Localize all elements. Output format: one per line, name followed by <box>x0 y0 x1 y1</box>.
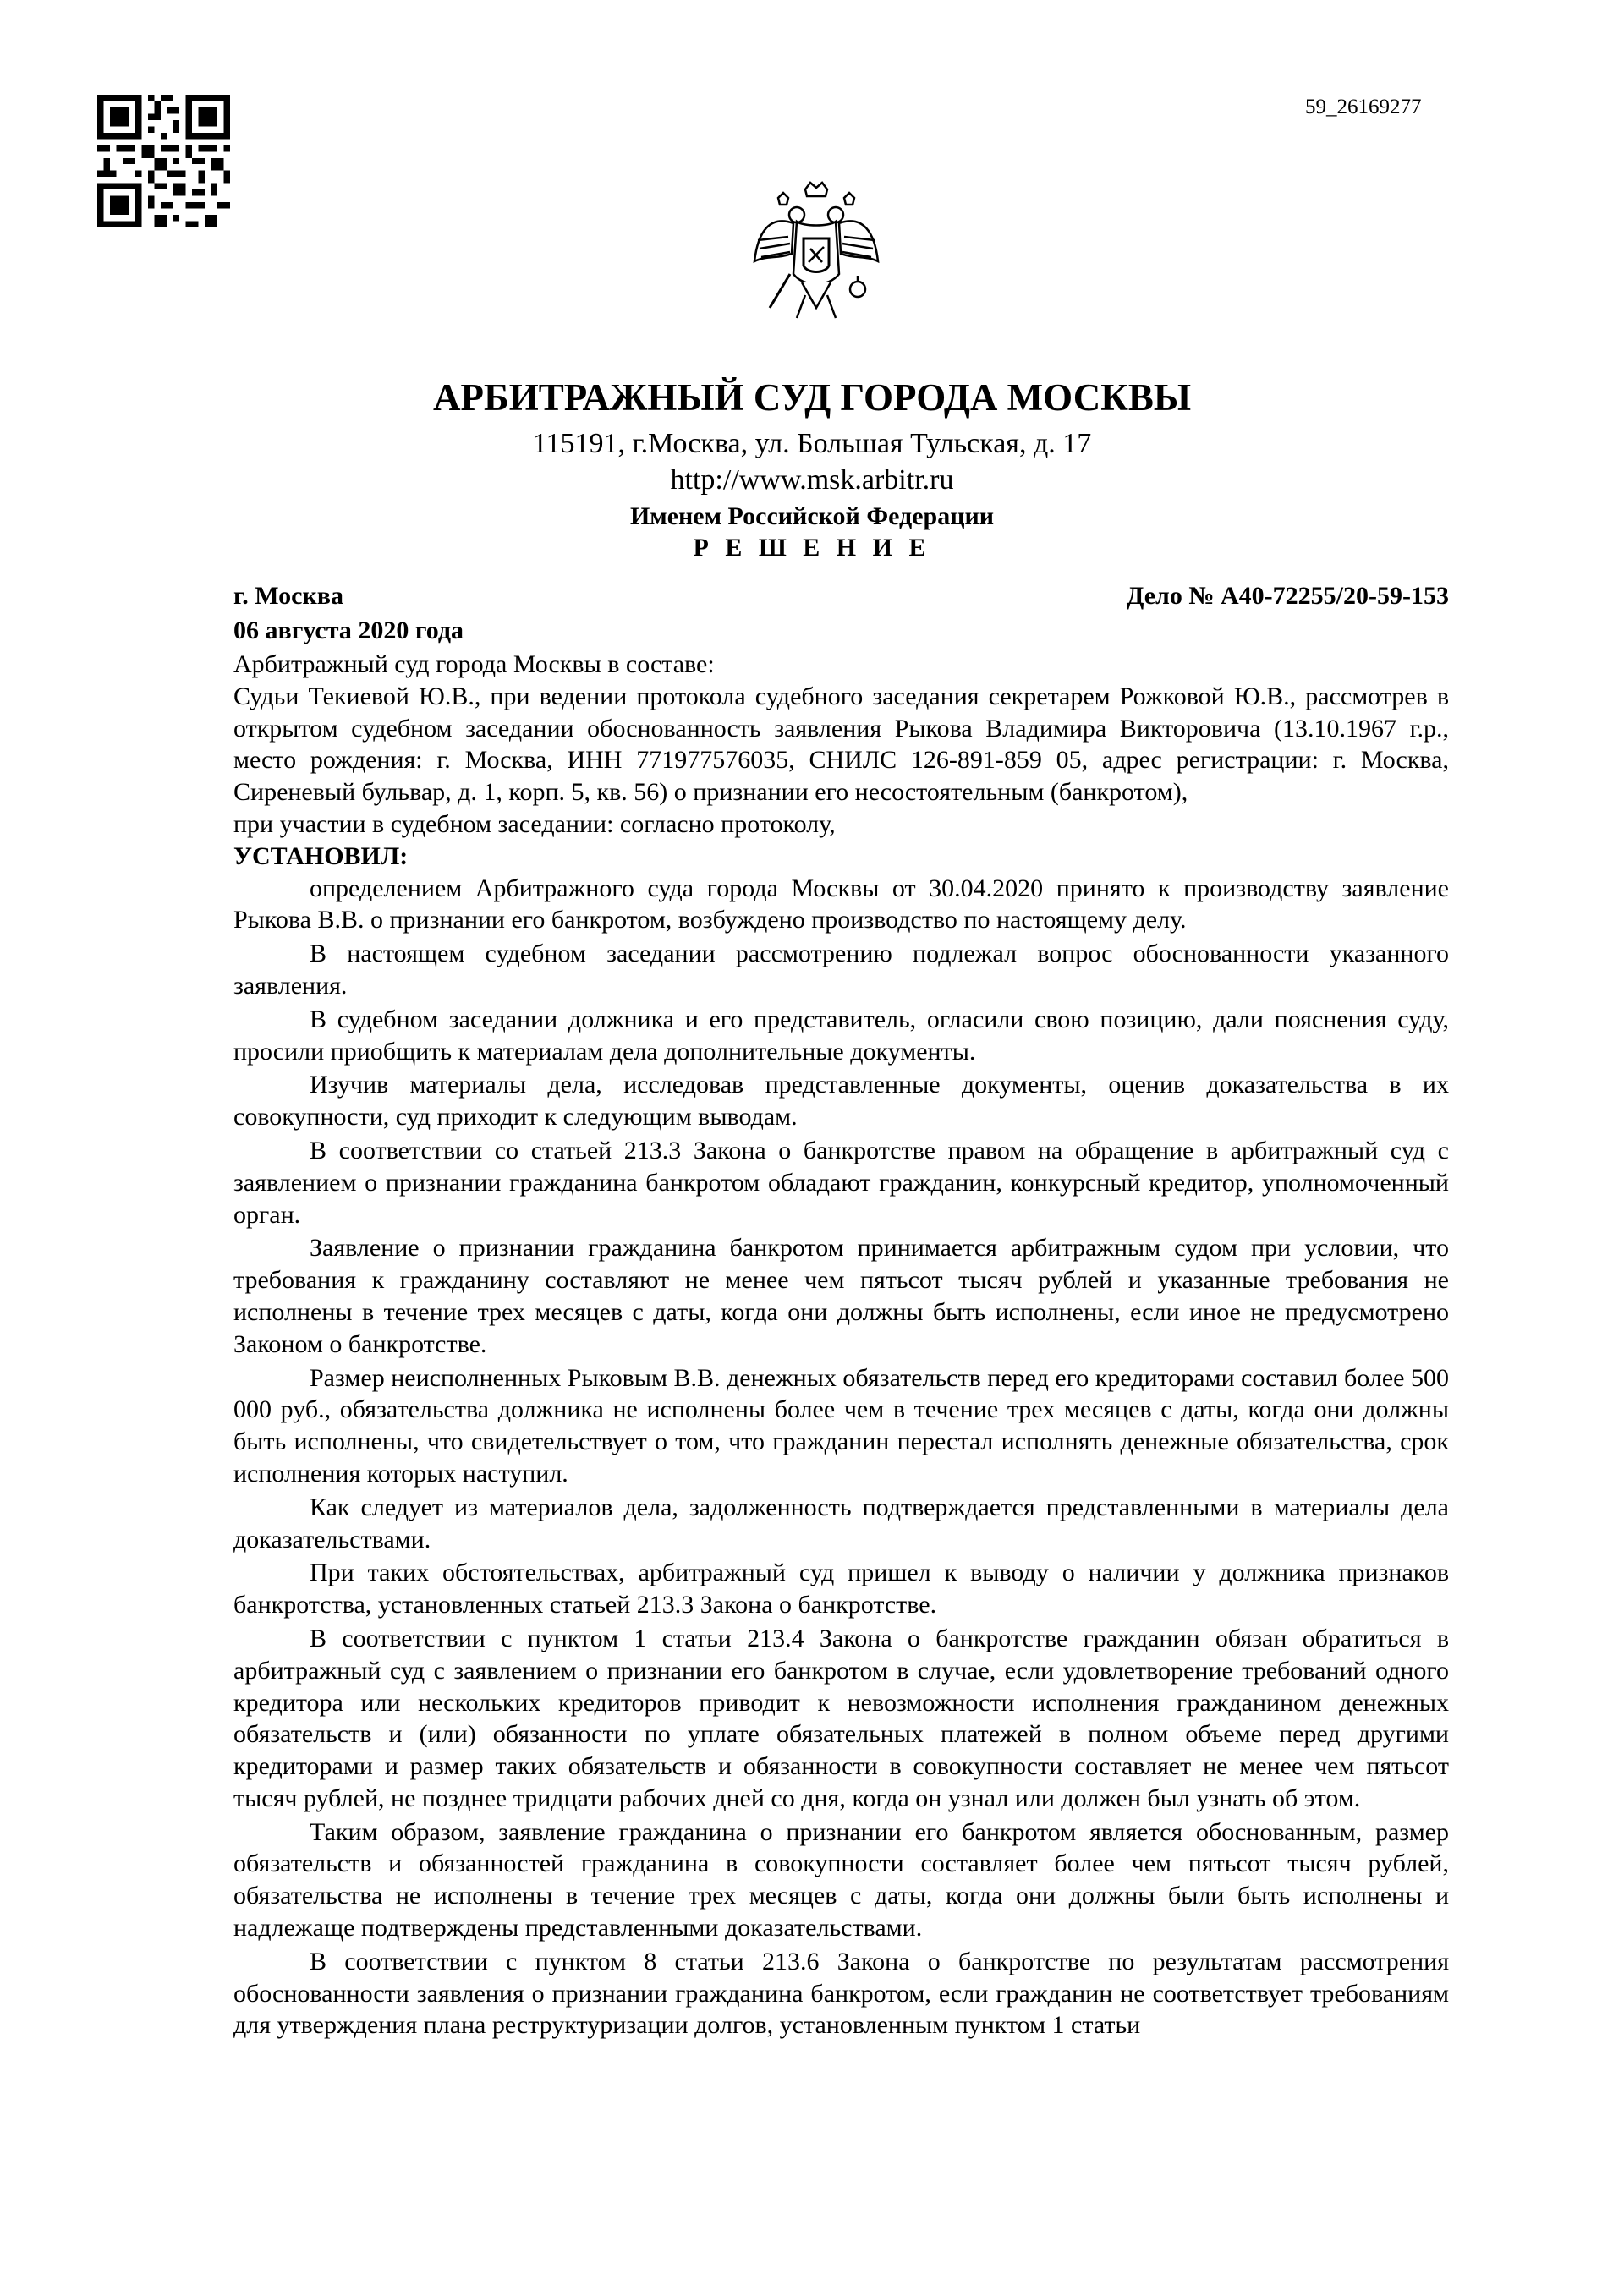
intro-composition: Арбитражный суд города Москвы в составе: <box>233 650 715 678</box>
paragraph: Размер неисполненных Рыковым В.В. денежных обязательств перед его кредиторами составил более 500 000 руб., обязательства должника не исполнены более чем в течение трех месяцев с даты, когда они должны быть исполнены, что свидетельствует о том, что гражданин перестал исполнять денежные обязательства, срок исполнения которых наступил. <box>233 1363 1449 1488</box>
intro-participants: при участии в судебном заседании: согласно протоколу, <box>233 809 836 838</box>
paragraph: В судебном заседании должника и его представитель, огласили свою позицию, дали пояснения суду, просили приобщить к материалам дела дополнительные документы. <box>233 1005 1449 1066</box>
paragraph: определением Арбитражного суда города Москвы от 30.04.2020 принято к производству заявление Рыкова В.В. о признании его банкротом, возбуждено производство по настоящему делу. <box>233 874 1449 934</box>
paragraph: В соответствии с пунктом 8 статьи 213.6 Закона о банкротстве по результатам рассмотрения обоснованности заявления о признании гражданина банкротом, если гражданин не соответствует требованиям для утверждения плана реструктуризации долгов, установленным пунктом 1 статьи <box>233 1947 1449 2040</box>
paragraph: Таким образом, заявление гражданина о признании его банкротом является обоснованным, размер обязательств и обязанностей гражданина в совокупности составляет более чем пятьсот тысяч рублей, обязательства не исполнены в течение трех месяцев с даты, когда они должны были быть исполнены и надлежаще подтверждены представленными доказательствами. <box>233 1817 1449 1943</box>
coat-of-arms-icon <box>753 181 880 327</box>
paragraph: В соответствии с пунктом 1 статьи 213.4 Закона о банкротстве гражданин обязан обратиться в арбитражный суд с заявлением о признании его банкротом в случае, если удовлетворение требований одного кредитора или нескольких кредиторов приводит к невозможности исполнения гражданином денежных обязательств и (или) обязанности по уплате обязательных платежей в полном объеме перед другими кредиторами и размер таких обязательств и обязанности в совокупности составляет не менее чем пятьсот тысяч рублей, не позднее тридцати рабочих дней со дня, когда он узнал или должен был узнать об этом. <box>233 1624 1449 1812</box>
decision-heading: Р Е Ш Е Н И Е <box>693 534 931 562</box>
paragraph: Как следует из материалов дела, задолженность подтверждается представленными в материалы дела доказательствами. <box>233 1493 1449 1553</box>
paragraph: В соответствии со статьей 213.3 Закона о банкротстве правом на обращение в арбитражный суд с заявлением о признании гражданина банкротом обладают гражданин, конкурсный кредитор, уполномоченный орган. <box>233 1136 1449 1229</box>
court-address: 115191, г.Москва, ул. Большая Тульская, д. 17 <box>532 428 1092 459</box>
city: г. Москва <box>233 582 343 610</box>
document-body <box>233 649 1449 2043</box>
paragraph: При таких обстоятельствах, арбитражный суд пришел к выводу о наличии у должника признаков банкротства, установленных статьей 213.3 Закона о банкротстве. <box>233 1559 1449 1619</box>
paragraph: Изучив материалы дела, исследовав представленные документы, оценив доказательства в их совокупности, суд приходит к следующим выводам. <box>233 1071 1449 1132</box>
established-heading: УСТАНОВИЛ: <box>233 841 409 870</box>
document-id: 59_26169277 <box>1305 96 1422 118</box>
intro-judge: Судьи Текиевой Ю.В., при ведении протокола судебного заседания секретарем Рожковой Ю.В., рассмотрев в открытом судебном заседании обоснованность заявления Рыкова Владимира Викторовича (13.10.1967 г.р., место рождения: г. Москва, ИНН 771977576035, СНИЛС 126-891-859 05, адрес регистрации: г. Москва, Сиреневый бульвар, д. 1, корп. 5, кв. 56) о признании его несостоятельным (банкротом), <box>233 682 1449 807</box>
court-title: АРБИТРАЖНЫЙ СУД ГОРОДА МОСКВЫ <box>432 376 1192 419</box>
case-number: Дело № А40-72255/20-59-153 <box>1126 582 1449 610</box>
decision-date: 06 августа 2020 года <box>233 616 464 644</box>
name-of-federation: Именем Российской Федерации <box>629 502 995 530</box>
court-website: http://www.msk.arbitr.ru <box>670 464 954 496</box>
qr-code <box>97 95 230 227</box>
paragraph: Заявление о признании гражданина банкротом принимается арбитражным судом при условии, что требования к гражданину составляют не менее чем пятьсот тысяч рублей и указанные требования не исполнены в течение трех месяцев с даты, когда они должны быть исполнены, если иное не предусмотрено Законом о банкротстве. <box>233 1234 1449 1358</box>
paragraph: В настоящем судебном заседании рассмотрению подлежал вопрос обоснованности указанного заявления. <box>233 940 1449 1000</box>
